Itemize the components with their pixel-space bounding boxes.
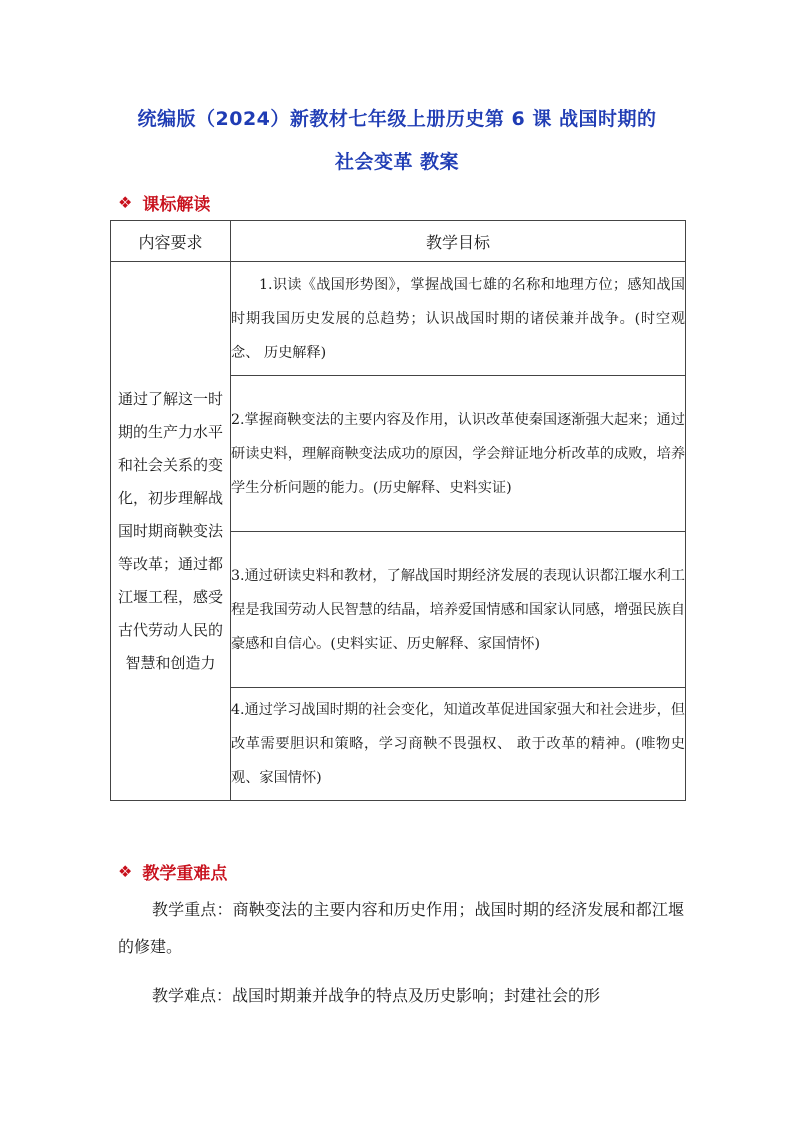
focus-label: 教学重点 xyxy=(152,900,217,919)
teaching-difficulty-paragraph xyxy=(118,977,684,1014)
curriculum-table xyxy=(110,220,686,801)
header-objectives: 教学目标 xyxy=(231,221,686,262)
objective-3: 3.通过研读史料和教材，了解战国时期经济发展的表现认识都江堰水利工程是我国劳动人民智慧的结晶，培养爱国情感和国家认同感，增强民族自豪感和自信心。(史料实证、历史解释、家国情怀) xyxy=(231,532,686,688)
focus-text: ：商鞅变法的主要内容和历史作用；战国时期的经济发展和都江堰的修建。 xyxy=(118,900,684,956)
section-heading-key-points xyxy=(118,859,227,884)
document-title-line-1: 统编版（2024）新教材七年级上册历史第 6 课 战国时期的 xyxy=(137,108,657,130)
header-requirements: 内容要求 xyxy=(111,221,231,262)
section-title: 教学重难点 xyxy=(142,864,228,884)
document-title-line-2: 社会变革 教案 xyxy=(334,151,460,173)
difficulty-text: ：战国时期兼并战争的特点及历史影响；封建社会的形 xyxy=(216,986,601,1005)
difficulty-label: 教学难点 xyxy=(152,986,217,1005)
diamond-bullet-icon: ❖ xyxy=(118,862,133,881)
teaching-focus-paragraph xyxy=(118,891,684,965)
section-heading-curriculum xyxy=(118,190,210,215)
section-title: 课标解读 xyxy=(142,195,211,215)
objective-4: 4.通过学习战国时期的社会变化，知道改革促进国家强大和社会进步，但改革需要胆识和策略，学习商鞅不畏强权、 敢于改革的精神。(唯物史观、家国情怀) xyxy=(231,688,686,801)
diamond-bullet-icon: ❖ xyxy=(118,193,133,212)
objective-2: 2.掌握商鞅变法的主要内容及作用，认识改革使秦国逐渐强大起来；通过研读史料，理解商鞅变法成功的原因，学会辩证地分析改革的成败，培养学生分析问题的能力。(历史解释、史料实证) xyxy=(231,376,686,532)
requirements-cell: 通过了解这一时期的生产力水平和社会关系的变化，初步理解战国时期商鞅变法等改革；通过都江堰工程，感受古代劳动人民的智慧和创造力 xyxy=(111,262,231,801)
objective-1: 1.识读《战国形势图》，掌握战国七雄的名称和地理方位；感知战国时期我国历史发展的总趋势；认识战国时期的诸侯兼并战争。(时空观念、 历史解释) xyxy=(231,262,686,376)
table-row xyxy=(111,262,686,376)
table-header-row xyxy=(111,221,686,262)
